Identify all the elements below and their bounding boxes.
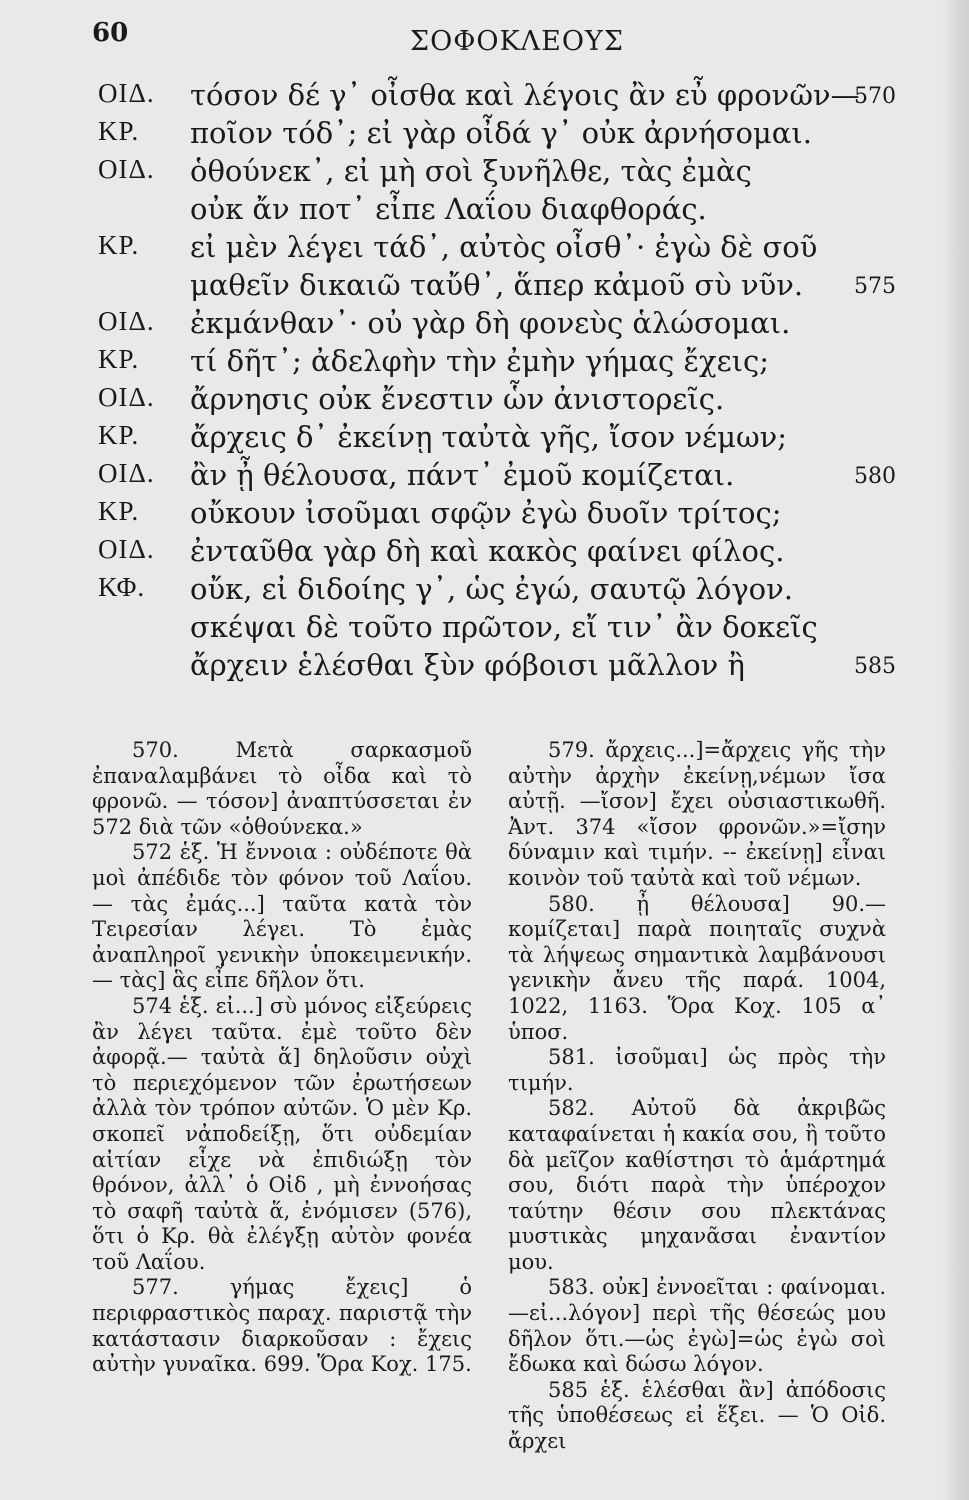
speaker-label: ΚΡ. [98,420,140,450]
verse-text: ἐνταῦθα γὰρ δὴ καὶ κακὸς φαίνει φίλος. [190,534,785,568]
verse-text: μαθεῖν δικαιῶ ταὔθ᾽, ἅπερ κἀμοῦ σὺ νῦν. [190,268,804,302]
commentary-right-column [508,738,886,1455]
verse-block [98,78,898,686]
verse-text: ἄρχεις δ᾽ ἐκείνῃ ταὐτὰ γῆς, ἴσον νέμων; [190,420,788,454]
commentary-note: 572 ἑξ. Ἡ ἔννοια : οὐδέποτε θὰ μοὶ ἀπέδιδε τὸν φόνον τοῦ Λαΐου. — τὰς ἐμάς...] ταῦτα κατὰ τὸν Τειρεσίαν λέγει. Τὸ ἐμὰς ἀναπληροῖ γενικὴν ὑποκειμενικήν. — τὰς] ἃς εἶπε δῆλον ὅτι. [92,840,472,993]
verse-line [98,78,898,116]
verse-text: οὔκουν ἰσοῦμαι σφῷν ἐγὼ δυοῖν τρίτος; [190,496,782,530]
verse-line [98,572,898,610]
verse-line [98,458,898,496]
speaker-label: ΚΡ. [98,230,140,260]
speaker-label: ΟΙΔ. [98,306,155,336]
verse-text: τί δῆτ᾽; ἀδελφὴν τὴν ἐμὴν γήμας ἔχεις; [190,344,770,378]
commentary-note: 582. Αὐτοῦ δὰ ἀκριβῶς καταφαίνεται ἡ κακία σου, ἢ τοῦτο δὰ μεῖζον καθίστησι τὸ ἁμάρτημά σου, διότι παρὰ τὴν ὑπέροχον ταύτην θέσιν σου πλεκτάνας μυστικὰς μηχανᾶσαι ἐναντίον μου. [508,1096,886,1274]
verse-text: ἄρχειν ἑλέσθαι ξὺν φόβοισι μᾶλλον ἢ [190,648,745,682]
verse-text: ἄρνησις οὐκ ἔνεστιν ὧν ἀνιστορεῖς. [190,382,725,416]
commentary-note: 580. ᾖ θέλουσα] 90.—κομίζεται] παρὰ ποιηταῖς συχνὰ τὰ λήψεως σημαντικὰ λαμβάνουσι γενικὴν ἄνευ τῆς παρά. 1004, 1022, 1163. Ὅρα Κοχ. 105 α᾽ ὑποσ. [508,891,886,1044]
speaker-label: ΟΙΔ. [98,458,155,488]
commentary-left-column [92,738,472,1378]
verse-text: οὐκ ἄν ποτ᾽ εἶπε Λαΐου διαφθοράς. [190,192,707,226]
verse-line [98,534,898,572]
verse-text: ἂν ᾖ θέλουσα, πάντ᾽ ἐμοῦ κομίζεται. [190,458,735,492]
page-number: 60 [92,18,129,48]
line-number: 575 [854,274,896,299]
speaker-label: ΟΙΔ. [98,78,155,108]
commentary-note: 574 ἑξ. εἰ...] σὺ μόνος εἰξεύρεις ἂν λέγει ταῦτα. ἐμὲ τοῦτο δὲν ἀφορᾷ.— ταὐτὰ ἅ] δηλοῦσιν οὐχὶ τὸ περιεχόμενον τῶν ἐρωτήσεων ἀλλὰ τὸν τρόπον αὐτῶν. Ὁ μὲν Κρ. σκοπεῖ νἀποδείξῃ, ὅτι οὐδεμίαν αἰτίαν εἶχε νὰ ἐπιδιώξῃ τὸν θρόνον, ἀλλ᾽ ὁ Οἰδ , μὴ ἐννοήσας τὸ σαφῆ ταὐτὰ ἅ, ἐνόμισεν (576), ὅτι ὁ Κρ. θὰ ἐλέγξῃ αὐτὸν φονέα τοῦ Λαΐου. [92,993,472,1274]
verse-line [98,344,898,382]
verse-line [98,306,898,344]
commentary-note: 581. ἰσοῦμαι] ὡς πρὸς τὴν τιμήν. [508,1045,886,1095]
verse-line [98,496,898,534]
verse-line [98,268,898,306]
commentary-note: 585 ἑξ. ἑλέσθαι ἂν] ἀπόδοσις τῆς ὑποθέσεως εἰ ἕξει. — Ὁ Οἰδ. ἄρχει [508,1377,886,1454]
verse-line [98,116,898,154]
commentary-note: 577. γήμας ἔχεις] ὁ περιφραστικὸς παραχ. παριστᾷ τὴν κατάστασιν διαρκοῦσαν : ἔχεις αὐτὴν γυναῖκα. 699. Ὅρα Κοχ. 175. [92,1275,472,1377]
verse-line [98,192,898,230]
running-title: ΣΟΦΟΚΛΕΟΥΣ [410,26,624,57]
verse-line [98,420,898,458]
commentary-note: 583. οὐκ] ἐννοεῖται : φαίνομαι. —εἰ...λόγον] περὶ τῆς θέσεώς μου δῆλον ὅτι.—ὡς ἐγὼ]=ὡς ἐγὼ σοὶ ἔδωκα καὶ δώσω λόγον. [508,1275,886,1377]
verse-line [98,230,898,268]
speaker-label: ΚΡ. [98,116,140,146]
verse-text: εἰ μὲν λέγει τάδ᾽, αὐτὸς οἶσθ᾽· ἐγὼ δὲ σοῦ [190,230,818,264]
verse-line [98,610,898,648]
verse-text: τόσον δέ γ᾽ οἶσθα καὶ λέγοις ἂν εὖ φρονῶν— [190,78,860,112]
verse-text: οὔκ, εἰ διδοίης γ᾽, ὡς ἐγώ, σαυτῷ λόγον. [190,572,793,606]
verse-line [98,382,898,420]
commentary-note: 570. Μετὰ σαρκασμοῦ ἐπαναλαμβάνει τὸ οἶδα καὶ τὸ φρονῶ. — τόσον] ἀναπτύσσεται ἐν 572 διὰ τῶν «ὁθούνεκα.» [92,738,472,839]
verse-text: ποῖον τόδ᾽; εἰ γὰρ οἶδά γ᾽ οὐκ ἀρνήσομαι. [190,116,812,150]
page-edge-shadow [941,0,969,1500]
line-number: 580 [854,464,896,489]
speaker-label: ΚΦ. [98,572,146,602]
verse-line [98,648,898,686]
verse-text: σκέψαι δὲ τοῦτο πρῶτον, εἴ τιν᾽ ἂν δοκεῖς [190,610,818,644]
verse-text: ὁθούνεκ᾽, εἰ μὴ σοὶ ξυνῆλθε, τὰς ἐμὰς [190,154,752,188]
verse-text: ἐκμάνθαν᾽· οὐ γὰρ δὴ φονεὺς ἁλώσομαι. [190,306,791,340]
verse-line [98,154,898,192]
line-number: 585 [854,654,896,679]
speaker-label: ΟΙΔ. [98,382,155,412]
line-number: 570 [854,84,896,109]
speaker-label: ΚΡ. [98,344,140,374]
commentary-note: 579. ἄρχεις...]=ἄρχεις γῆς τὴν αὐτὴν ἀρχὴν ἐκείνῃ,νέμων ἴσα αὐτῇ. —ἴσον] ἔχει οὐσιαστικωθῆ. Ἀντ. 374 «ἴσον φρονῶν.»=ἴσην δύναμιν καὶ τιμήν. -- ἐκείνῃ] εἶναι κοινὸν τοῦ ταὐτὰ καὶ τοῦ νέμων. [508,738,886,890]
page-header [92,18,892,68]
speaker-label: ΟΙΔ. [98,154,155,184]
speaker-label: ΟΙΔ. [98,534,155,564]
speaker-label: ΚΡ. [98,496,140,526]
